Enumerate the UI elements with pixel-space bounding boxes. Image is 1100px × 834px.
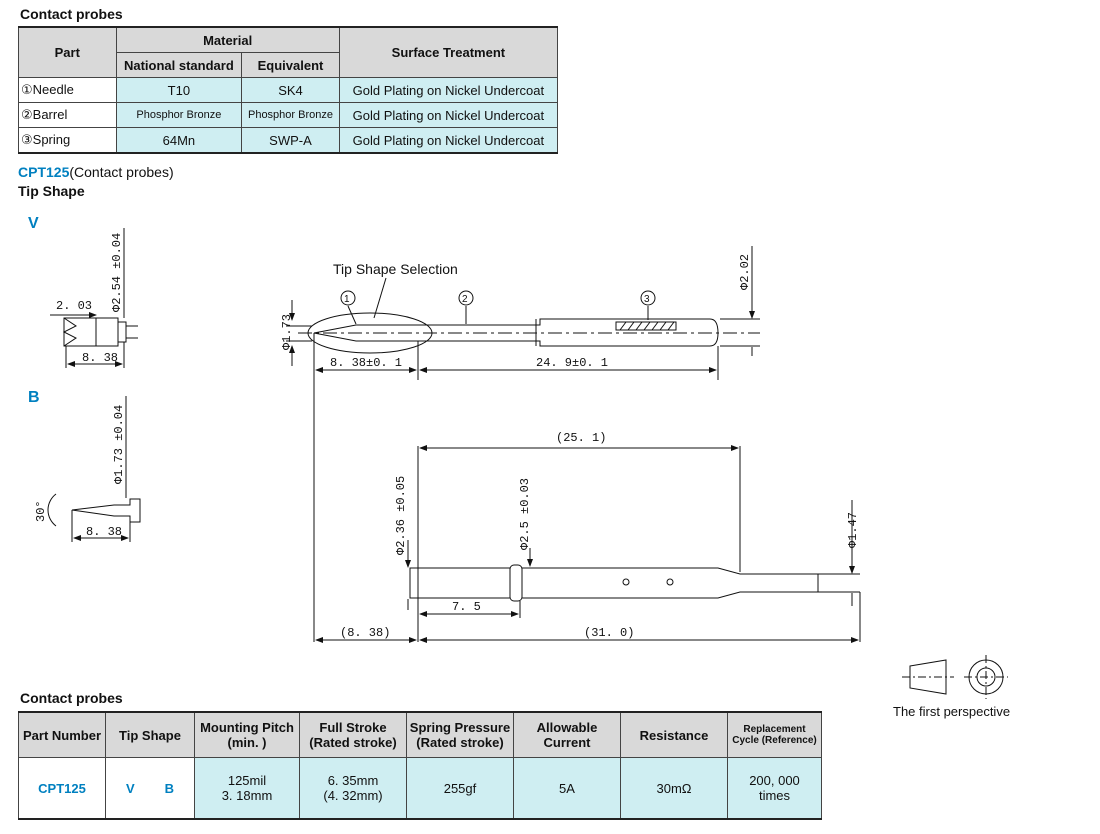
header-tip-shape: Tip Shape [106,712,195,758]
socket-tail-diameter: Φ1.47 [846,511,860,548]
tip-v-figure [50,228,138,368]
socket-length: (31. 0) [584,626,635,640]
surface-cell: Gold Plating on Nickel Undercoat [339,103,557,128]
first-perspective-icon [902,655,1008,699]
probe-figure [286,246,760,642]
tip-b-label: B [28,389,40,406]
table-row [19,758,822,820]
socket-offset-length: (8. 38) [340,626,391,640]
pitch-cell: 125mil 3. 18mm [195,758,300,820]
probe-tip-diameter: Φ1.73 [280,313,294,350]
part-cell: ①Needle [19,78,117,103]
part-cell: ②Barrel [19,103,117,128]
surface-cell: Gold Plating on Nickel Undercoat [339,128,557,154]
current-cell: 5A [514,758,621,820]
callout-1-number: 1 [344,294,350,305]
header-stroke: Full Stroke (Rated stroke) [300,712,407,758]
part-cell: ③Spring [19,128,117,154]
equivalent-cell: SK4 [242,78,340,103]
socket-body-diameter: Φ2.36 ±0.05 [394,475,408,555]
national-cell: Phosphor Bronze [116,103,242,128]
equivalent-cell: Phosphor Bronze [242,103,340,128]
tip-v-length-2: 8. 38 [82,351,119,365]
tip-b-diameter: Φ1.73 ±0.04 [112,404,126,484]
replacement-cell: 200, 000 times [728,758,822,820]
part-number-cell: CPT125 [19,758,106,820]
header-national: National standard [116,53,242,78]
tip-v-length-1: 2. 03 [56,299,93,313]
tip-v-diameter: Φ2.54 ±0.04 [110,232,124,312]
materials-title: Contact probes [20,6,123,22]
tip-selection-label: Tip Shape Selection [333,261,458,277]
probe-body-length: 24. 9±0. 1 [536,356,609,370]
header-replacement: Replacement Cycle (Reference) [728,712,822,758]
resistance-cell: 30mΩ [621,758,728,820]
tip-shape-heading: Tip Shape [18,183,85,199]
callout-2-number: 2 [462,294,468,305]
national-cell: T10 [116,78,242,103]
pressure-cell: 255gf [407,758,514,820]
header-part: Part [19,27,117,78]
perspective-label: The first perspective [893,704,1011,719]
specs-table [18,711,822,820]
header-current: Allowable Current [514,712,621,758]
product-code: CPT125 [18,164,70,180]
header-equivalent: Equivalent [242,53,340,78]
product-note: (Contact probes) [69,164,174,180]
tip-v-label: V [28,215,39,232]
tip-shape-cell: V B [106,758,195,820]
probe-end-diameter: Φ2.02 [738,253,752,290]
socket-collar-length: 7. 5 [452,600,481,614]
stroke-cell: 6. 35mm (4. 32mm) [300,758,407,820]
header-material: Material [116,27,339,53]
header-pitch: Mounting Pitch (min. ) [195,712,300,758]
tip-b-angle: 30° [34,500,48,522]
equivalent-cell: SWP-A [242,128,340,154]
header-pressure: Spring Pressure (Rated stroke) [407,712,514,758]
surface-cell: Gold Plating on Nickel Undercoat [339,78,557,103]
probe-tip-length: 8. 38±0. 1 [330,356,403,370]
tip-b-length: 8. 38 [86,525,123,539]
national-cell: 64Mn [116,128,242,154]
header-surface: Surface Treatment [339,27,557,78]
socket-total-length: (25. 1) [556,431,607,445]
socket-collar-diameter: Φ2.5 ±0.03 [518,477,532,550]
callout-3-number: 3 [644,294,650,305]
header-resistance: Resistance [621,712,728,758]
specs-title: Contact probes [20,690,123,706]
tip-b-figure [48,396,140,542]
header-part-number: Part Number [19,712,106,758]
